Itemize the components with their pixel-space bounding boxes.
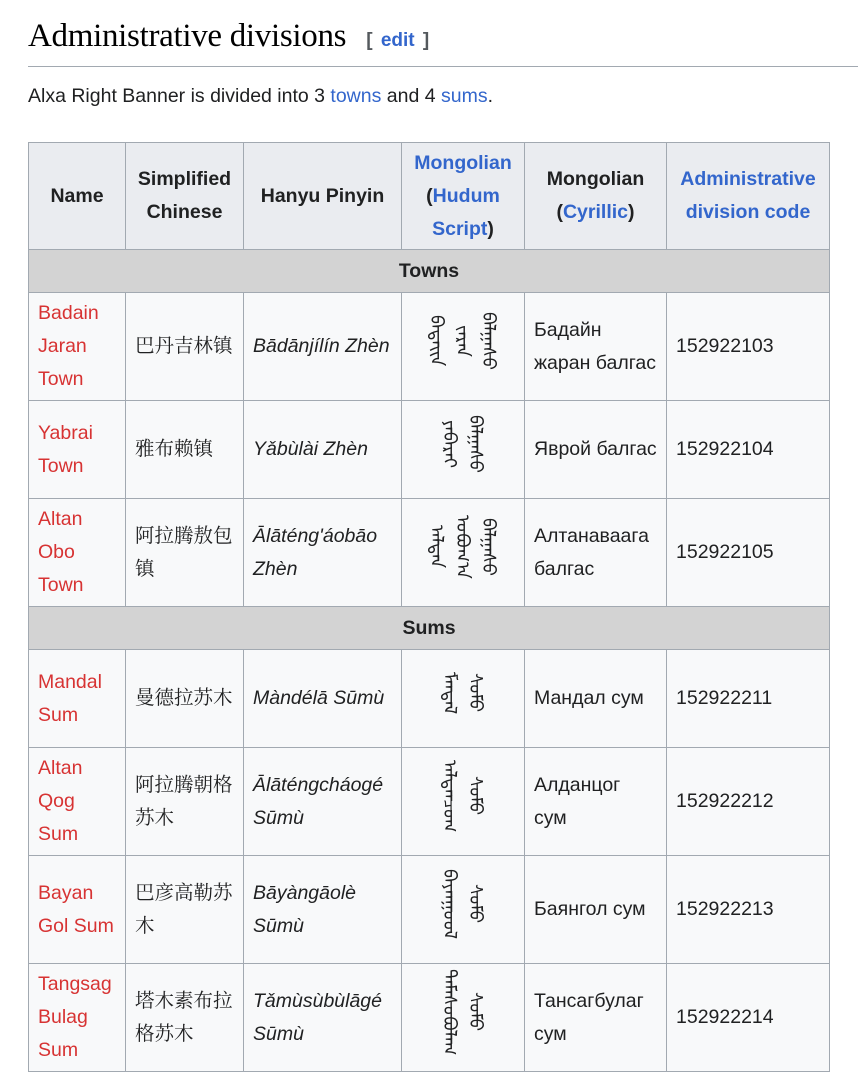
edit-section-link[interactable]: edit — [380, 30, 415, 51]
intro-paragraph — [28, 83, 858, 109]
cell-pinyin: Yǎbùlài Zhèn — [244, 401, 402, 499]
cell-pinyin: Tǎmùsùbùlāgé Sūmù — [244, 964, 402, 1072]
section-row — [29, 607, 830, 650]
cell-name — [29, 856, 126, 964]
hudum-script-link[interactable]: Hudum Script — [432, 184, 500, 240]
division-name-link[interactable]: Altan Qog Sum — [38, 757, 83, 845]
cell-cyrillic: Баянгол сум — [525, 856, 667, 964]
table-row — [29, 293, 830, 401]
cell-cyrillic: Бадайн жаран балгас — [525, 293, 667, 401]
cell-cyrillic: Алтанаваага балгас — [525, 499, 667, 607]
paren: ( — [556, 201, 563, 223]
header-mongolian-hudum — [402, 143, 525, 250]
edit-bracket-open: [ — [366, 30, 373, 51]
cell-division-code: 152922211 — [667, 650, 830, 748]
cell-simplified-chinese: 雅布赖镇 — [126, 401, 244, 499]
cell-pinyin: Ālāténg'áobāo Zhèn — [244, 499, 402, 607]
table-row — [29, 748, 830, 856]
division-name-link[interactable]: Bayan Gol Sum — [38, 881, 114, 937]
header-hanyu-pinyin: Hanyu Pinyin — [244, 143, 402, 250]
cell-name — [29, 401, 126, 499]
edit-section-wrapper — [366, 30, 429, 52]
paren: ) — [628, 201, 635, 223]
division-code-link[interactable]: Administrative division code — [680, 168, 816, 223]
article-section — [28, 0, 858, 1061]
mongolian-vertical-text: ᠠᠯᠲᠠᠨᠴᠣᠭ ᠰᠤᠮᠤ — [440, 759, 486, 833]
header-division-code — [667, 143, 830, 250]
cell-cyrillic: Яврой балгас — [525, 401, 667, 499]
intro-text: . — [487, 85, 494, 107]
cell-pinyin: Ālāténgcháogé Sūmù — [244, 748, 402, 856]
cell-mongolian-script — [402, 856, 525, 964]
section-label: Towns — [29, 250, 830, 293]
towns-link[interactable]: towns — [330, 85, 382, 107]
table-row — [29, 650, 830, 748]
mongolian-vertical-text: ᠪᠠᠶᠠᠨᠭᠣᠣᠯ ᠰᠤᠮᠤ — [440, 868, 486, 939]
division-name-link[interactable]: Yabrai Town — [38, 421, 93, 477]
paren: ) — [487, 217, 494, 240]
table-row — [29, 964, 830, 1072]
header-mongolian-cyrillic — [525, 143, 667, 250]
division-name-link[interactable]: Altan Obo Town — [38, 508, 84, 596]
cell-simplified-chinese: 塔木素布拉格苏木 — [126, 964, 244, 1072]
cell-division-code: 152922103 — [667, 293, 830, 401]
cell-name — [29, 964, 126, 1072]
cell-cyrillic: Тансагбулаг сум — [525, 964, 667, 1072]
cell-simplified-chinese: 阿拉腾敖包镇 — [126, 499, 244, 607]
intro-text: and 4 — [381, 85, 442, 107]
cell-mongolian-script — [402, 650, 525, 748]
mongolian-vertical-text: ᠪᠠᠳᠠᠢᠨ ᠵᠠᠷᠠᠨ ᠪᠠᠯᠭᠠᠰᠤ — [427, 312, 499, 370]
mongolian-vertical-text: ᠶᠠᠪᠠᠷᠠᠢ ᠪᠠᠯᠭᠠᠰᠤ — [440, 415, 486, 473]
cell-simplified-chinese: 曼德拉苏木 — [126, 650, 244, 748]
cell-division-code: 152922214 — [667, 964, 830, 1072]
section-heading — [28, 0, 858, 67]
cell-pinyin: Bādānjílín Zhèn — [244, 293, 402, 401]
edit-bracket-close: ] — [422, 30, 430, 51]
mongolian-vertical-text: ᠠᠯᠲᠠᠨ ᠣᠪᠣᠭ᠎ᠠ ᠪᠠᠯᠭᠠᠰᠤ — [427, 515, 499, 579]
division-name-link[interactable]: Badain Jaran Town — [38, 302, 99, 390]
cyrillic-link[interactable]: Cyrillic — [562, 201, 629, 223]
section-label: Sums — [29, 607, 830, 650]
cell-pinyin: Bāyàngāolè Sūmù — [244, 856, 402, 964]
section-row — [29, 250, 830, 293]
section-title: Administrative divisions — [28, 18, 347, 54]
cell-name — [29, 650, 126, 748]
cell-name — [29, 293, 126, 401]
cell-division-code: 152922105 — [667, 499, 830, 607]
table-row — [29, 401, 830, 499]
cell-pinyin: Màndélā Sūmù — [244, 650, 402, 748]
cell-simplified-chinese: 阿拉腾朝格苏木 — [126, 748, 244, 856]
division-name-link[interactable]: Mandal Sum — [38, 670, 102, 726]
cell-cyrillic: Мандал сум — [525, 650, 667, 748]
mongolian-link[interactable]: Mongolian — [414, 151, 512, 174]
cell-simplified-chinese: 巴丹吉林镇 — [126, 293, 244, 401]
cell-mongolian-script — [402, 964, 525, 1072]
header-simplified-chinese: Simplified Chinese — [126, 143, 244, 250]
divisions-table — [28, 142, 830, 1072]
header-row — [29, 143, 830, 250]
header-label: Mongolian — [546, 168, 645, 190]
cell-division-code: 152922213 — [667, 856, 830, 964]
cell-mongolian-script — [402, 499, 525, 607]
cell-simplified-chinese: 巴彦高勒苏木 — [126, 856, 244, 964]
cell-division-code: 152922104 — [667, 401, 830, 499]
sums-link[interactable]: sums — [441, 85, 488, 107]
cell-name — [29, 748, 126, 856]
table-row — [29, 856, 830, 964]
intro-text: Alxa Right Banner is divided into 3 — [28, 85, 331, 107]
cell-cyrillic: Алданцог сум — [525, 748, 667, 856]
cell-mongolian-script — [402, 401, 525, 499]
cell-mongolian-script — [402, 293, 525, 401]
table-row — [29, 499, 830, 607]
mongolian-vertical-text: ᠲᠠᠮᠠᠰᠤᠪᠤᠯᠠᠭ ᠰᠤᠮᠤ — [440, 969, 486, 1056]
cell-division-code: 152922212 — [667, 748, 830, 856]
division-name-link[interactable]: Tangsag Bulag Sum — [38, 973, 112, 1061]
paren: ( — [426, 184, 433, 207]
cell-mongolian-script — [402, 748, 525, 856]
mongolian-vertical-text: ᠮᠠᠨᠳᠠᠯ ᠰᠤᠮᠤ — [440, 671, 486, 715]
cell-name — [29, 499, 126, 607]
header-name: Name — [29, 143, 126, 250]
